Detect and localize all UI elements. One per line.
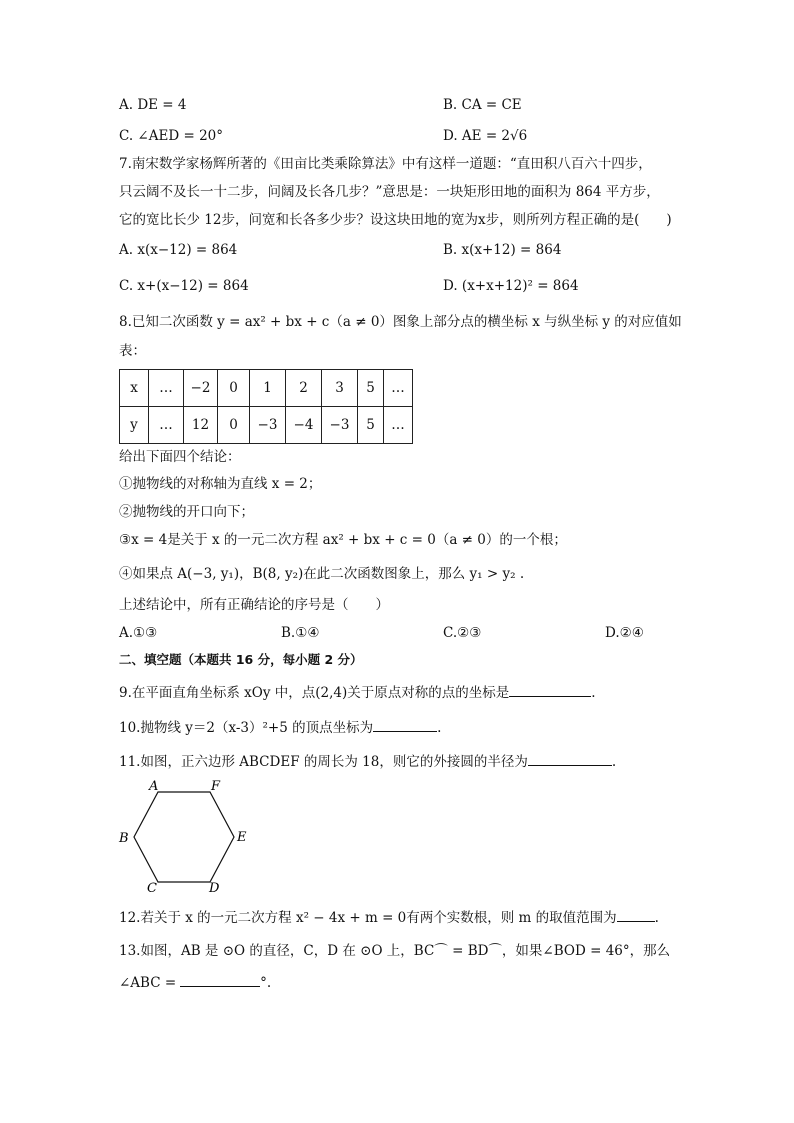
q10-line: [119, 717, 441, 737]
q8-line-2: 表：: [119, 343, 146, 359]
section-heading: 二、填空题（本题共 16 分，每小题 2 分）: [119, 652, 363, 667]
q8-option-b: B.①④: [281, 625, 320, 641]
q11-line: [119, 751, 616, 771]
q8-intro: 给出下面四个结论：: [119, 449, 241, 465]
table-cell: 0: [218, 370, 250, 407]
vertex-label-d: D: [209, 881, 220, 894]
vertex-label-f: F: [211, 779, 221, 794]
q13-text: ∠ABC =: [119, 975, 177, 991]
q8-conclusion-4: ④如果点 A(−3, y₁)，B(8, y₂)在此二次函数图象上，那么 y₁ > y₂ .: [119, 566, 525, 582]
q8-option-c: C.②③: [443, 625, 482, 641]
table-cell: 1: [250, 370, 286, 407]
q13-line-2: [119, 972, 271, 992]
table-cell: …: [149, 370, 184, 407]
table-cell: −3: [322, 407, 358, 444]
q12-end: .: [654, 910, 659, 926]
q12-answer-blank[interactable]: [617, 907, 655, 922]
table-cell: 5: [358, 407, 384, 444]
q8-question: 上述结论中，所有正确结论的序号是（ ）: [119, 597, 389, 613]
table-cell: x: [120, 370, 149, 407]
q8-option-d: D.②④: [605, 625, 644, 641]
table-row: [120, 370, 413, 407]
q7-option-d: D. (x+x+12)² = 864: [443, 278, 579, 294]
table-cell: 2: [286, 370, 322, 407]
q10-text: 10.抛物线 y＝2（x-3）²+5 的顶点坐标为: [119, 720, 374, 736]
vertex-label-e: E: [237, 830, 247, 845]
table-cell: −2: [184, 370, 218, 407]
q6-option-a: A. DE = 4: [119, 97, 187, 113]
q8-conclusion-1: ①抛物线的对称轴为直线 x = 2；: [119, 476, 322, 492]
table-cell: …: [384, 407, 413, 444]
q7-option-a: A. x(x−12) = 864: [119, 242, 238, 258]
q7-option-b: B. x(x+12) = 864: [443, 242, 562, 258]
q7-line-2: 只云阔不及长一十二步，问阔及长各几步？”意思是：一块矩形田地的面积为 864 平方步，: [119, 184, 660, 200]
q10-end: .: [437, 720, 442, 736]
vertex-label-c: C: [147, 881, 157, 894]
q8-conclusion-2: ②抛物线的开口向下；: [119, 504, 254, 520]
table-cell: y: [120, 407, 149, 444]
q11-answer-blank[interactable]: [528, 751, 612, 766]
hexagon-figure: [115, 776, 255, 894]
table-cell: −4: [286, 407, 322, 444]
q11-text: 11.如图，正六边形 ABCDEF 的周长为 18，则它的外接圆的半径为: [119, 754, 528, 770]
q7-option-c: C. x+(x−12) = 864: [119, 278, 249, 294]
q7-line-3: 它的宽比长少 12步，问宽和长各多少步？设这块田地的宽为x步，则所列方程正确的是( ): [119, 212, 672, 228]
table-cell: …: [384, 370, 413, 407]
q13-end: °.: [260, 975, 272, 991]
q9-line: [119, 682, 596, 702]
table-cell: 5: [358, 370, 384, 407]
q13-answer-blank[interactable]: [180, 972, 260, 987]
q8-option-a: A.①③: [119, 625, 158, 641]
q10-answer-blank[interactable]: [373, 717, 437, 732]
table-cell: …: [149, 407, 184, 444]
q6-option-d: D. AE = 2√6: [443, 128, 528, 144]
value-table: [119, 369, 413, 444]
q11-end: .: [611, 754, 617, 770]
q6-option-c: C. ∠AED = 20°: [119, 128, 223, 144]
table-cell: 12: [184, 407, 218, 444]
q7-line-1: 7.南宋数学家杨辉所著的《田亩比类乘除算法》中有这样一道题：“直田积八百六十四步，: [119, 156, 652, 172]
q9-answer-blank[interactable]: [509, 682, 591, 697]
q6-option-b: B. CA = CE: [443, 97, 522, 113]
vertex-label-b: B: [119, 831, 129, 846]
q8-line-1: 8.已知二次函数 y = ax² + bx + c（a ≠ 0）图象上部分点的横坐标 x 与纵坐标 y 的对应值如: [119, 314, 682, 330]
q12-text: 12.若关于 x 的一元二次方程 x² − 4x + m = 0有两个实数根，则 m 的取值范围为: [119, 910, 617, 926]
table-cell: −3: [250, 407, 286, 444]
table-cell: 3: [322, 370, 358, 407]
q9-end: .: [591, 685, 596, 701]
hexagon-shape: [134, 792, 234, 882]
vertex-label-a: A: [149, 779, 159, 794]
q13-line-1: 13.如图，AB 是 ⊙O 的直径，C，D 在 ⊙O 上，BC⌒ = BD⌒，如果∠BOD = 46°，那么: [119, 943, 671, 959]
table-cell: 0: [218, 407, 250, 444]
q9-text: 9.在平面直角坐标系 xOy 中，点(2,4)关于原点对称的点的坐标是: [119, 685, 510, 701]
q12-line: [119, 907, 659, 927]
q8-conclusion-3: ③x = 4是关于 x 的一元二次方程 ax² + bx + c = 0（a ≠ 0）的一个根；: [119, 532, 567, 548]
table-row: [120, 407, 413, 444]
